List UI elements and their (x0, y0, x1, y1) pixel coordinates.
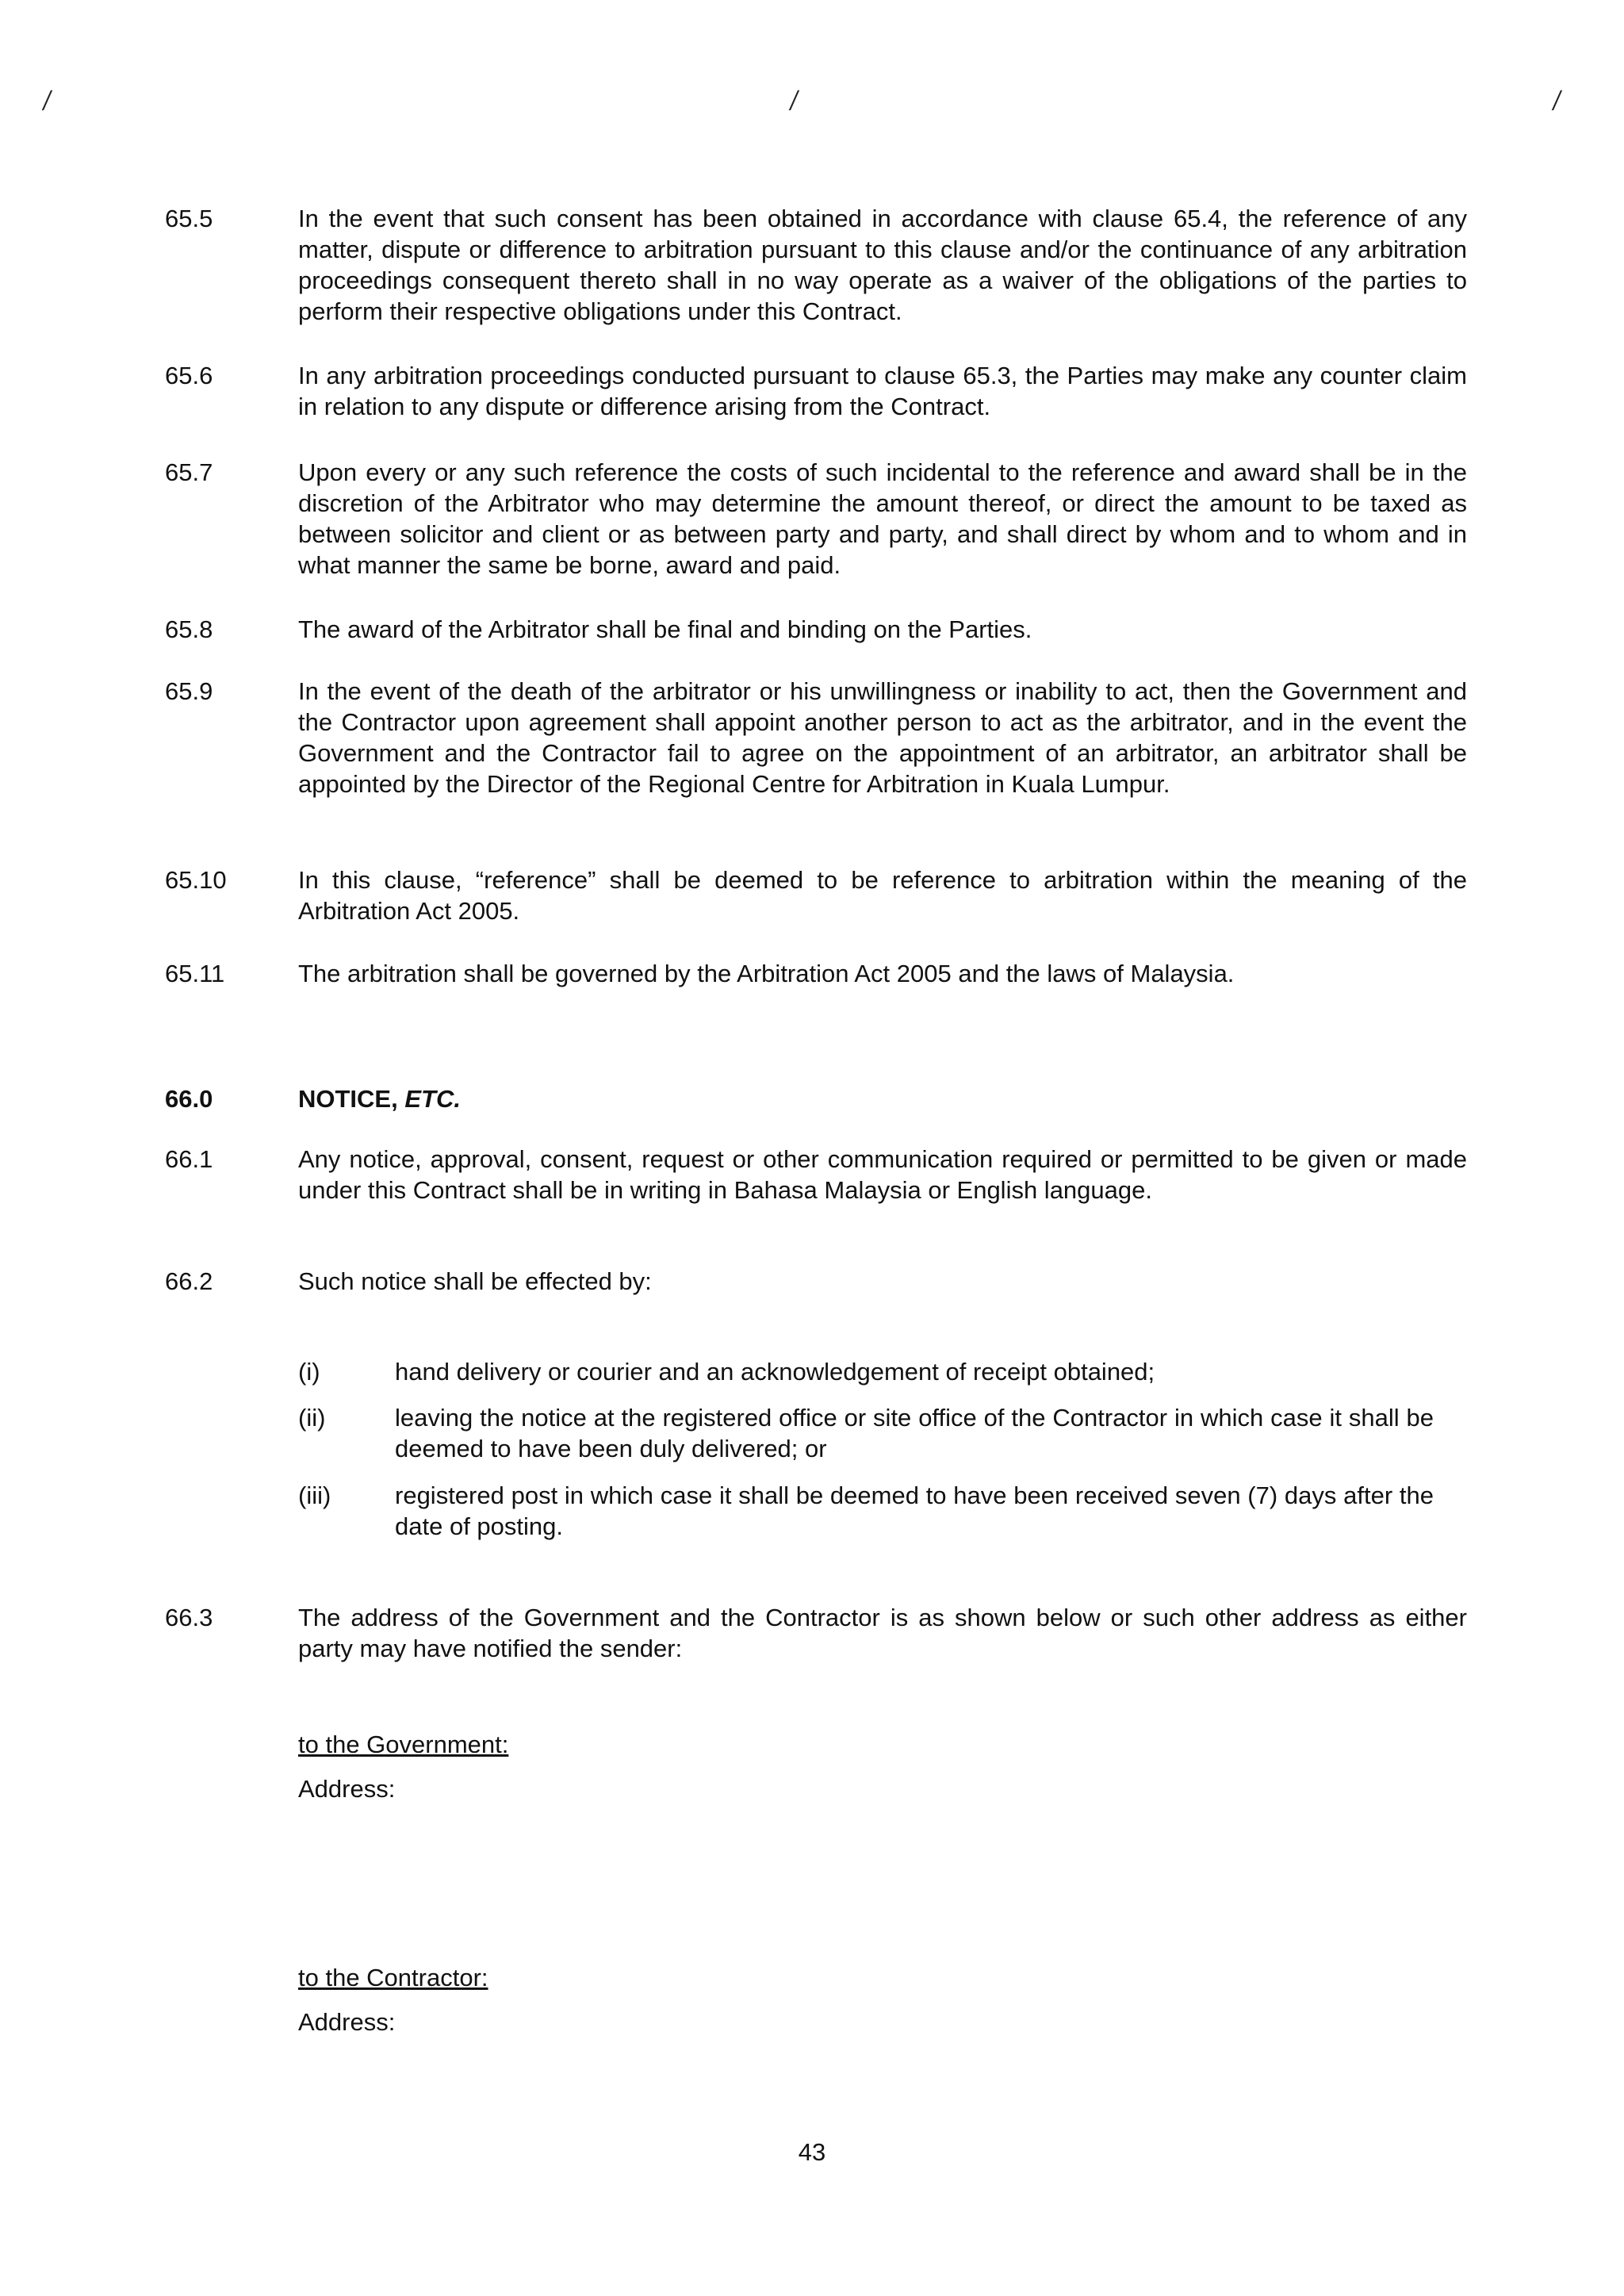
clause-text: The arbitration shall be governed by the Arbitration Act 2005 and the laws of Malaysia. (298, 960, 1235, 987)
sub-item-i (298, 1356, 1440, 1388)
clause-65-10 (165, 864, 1465, 928)
section-number: 66.0 (165, 1085, 213, 1113)
clause-65-5 (165, 203, 1465, 330)
clause-65-9 (165, 676, 1465, 834)
sub-item-text: leaving the notice at the registered office or site office of the Contractor in which case it shall be deemed to have been duly delivered; or (395, 1404, 1434, 1462)
government-address-label: to the Government: (298, 1731, 509, 1758)
contractor-address: Address: (298, 2008, 396, 2036)
clause-text: The address of the Government and the Contractor is as shown below or such other address as either party may have notified the sender: (298, 1604, 1467, 1662)
clause-text: The award of the Arbitrator shall be final and binding on the Parties. (298, 615, 1032, 643)
clause-65-8 (165, 614, 1465, 646)
clause-text: In any arbitration proceedings conducted pursuant to clause 65.3, the Parties may make any counter claim in relation to any dispute or difference arising from the Contract. (298, 362, 1467, 420)
contractor-address-label: to the Contractor: (298, 1964, 488, 1991)
clause-number: 65.9 (165, 677, 213, 705)
section-title-main: NOTICE, (298, 1085, 405, 1113)
clause-number: 65.6 (165, 362, 213, 389)
clause-66-2 (165, 1266, 1465, 1297)
clause-text: Any notice, approval, consent, request or other communication required or permitted to be given or made under this Contract shall be in writing in Bahasa Malaysia or English language. (298, 1145, 1467, 1204)
clause-text: In the event that such consent has been obtained in accordance with clause 65.4, the reference of any matter, dispute or difference to arbitration pursuant to this clause and/or the continuance of any arbitration proceedings consequent thereto shall in no way operate as a waiver of the obligations of the parties to perform their respective obligations under this Contract. (298, 205, 1467, 325)
clause-text: Upon every or any such reference the costs of such incidental to the reference and award shall be in the discretion of the Arbitrator who may determine the amount thereof, or direct the amount to be taxed as between solicitor and client or as between party and party, and shall direct by whom and to whom and in what manner the same be borne, award and paid. (298, 458, 1467, 579)
section-title-italic: ETC. (404, 1085, 461, 1113)
clause-text: In the event of the death of the arbitrator or his unwillingness or inability to act, then the Government and the Contractor upon agreement shall appoint another person to act as the arbitrator, and in the event the Government and the Contractor fail to agree on the appointment of an arbitrator, an arbitrator shall be appointed by the Director of the Regional Centre for Arbitration in Kuala Lumpur. (298, 677, 1467, 798)
clause-66-1 (165, 1144, 1465, 1207)
tick-mark-right-icon: ⁄ (1553, 85, 1563, 117)
sub-item-number: (iii) (298, 1481, 331, 1509)
clause-number: 66.3 (165, 1604, 213, 1631)
sub-item-text: hand delivery or courier and an acknowledgement of receipt obtained; (395, 1358, 1155, 1386)
clause-number: 66.2 (165, 1267, 213, 1295)
section-title (298, 1083, 1467, 1114)
page-number: 43 (798, 2138, 826, 2166)
clause-66-3 (165, 1602, 1465, 1665)
clause-number: 65.8 (165, 615, 213, 643)
clause-number: 65.11 (165, 960, 225, 987)
clause-number: 65.10 (165, 866, 227, 894)
clause-text: In this clause, “reference” shall be deemed to be reference to arbitration within the meaning of the Arbitration Act 2005. (298, 866, 1467, 925)
tick-mark-left-icon: ⁄ (44, 85, 53, 117)
clause-65-11 (165, 958, 1465, 990)
sub-item-number: (ii) (298, 1404, 326, 1432)
sub-item-ii (298, 1402, 1440, 1466)
tick-mark-center-icon: ⁄ (791, 85, 800, 117)
clause-65-6 (165, 360, 1465, 424)
clause-number: 65.5 (165, 205, 213, 232)
clause-text: Such notice shall be effected by: (298, 1267, 652, 1295)
sub-item-text: registered post in which case it shall be deemed to have been received seven (7) days after the date of posting. (395, 1481, 1434, 1540)
section-heading-66 (165, 1083, 1465, 1115)
sub-item-iii (298, 1480, 1440, 1543)
sub-item-number: (i) (298, 1358, 320, 1386)
clause-65-7 (165, 457, 1465, 584)
government-address: Address: (298, 1775, 396, 1803)
clause-number: 66.1 (165, 1145, 213, 1173)
clause-number: 65.7 (165, 458, 213, 486)
